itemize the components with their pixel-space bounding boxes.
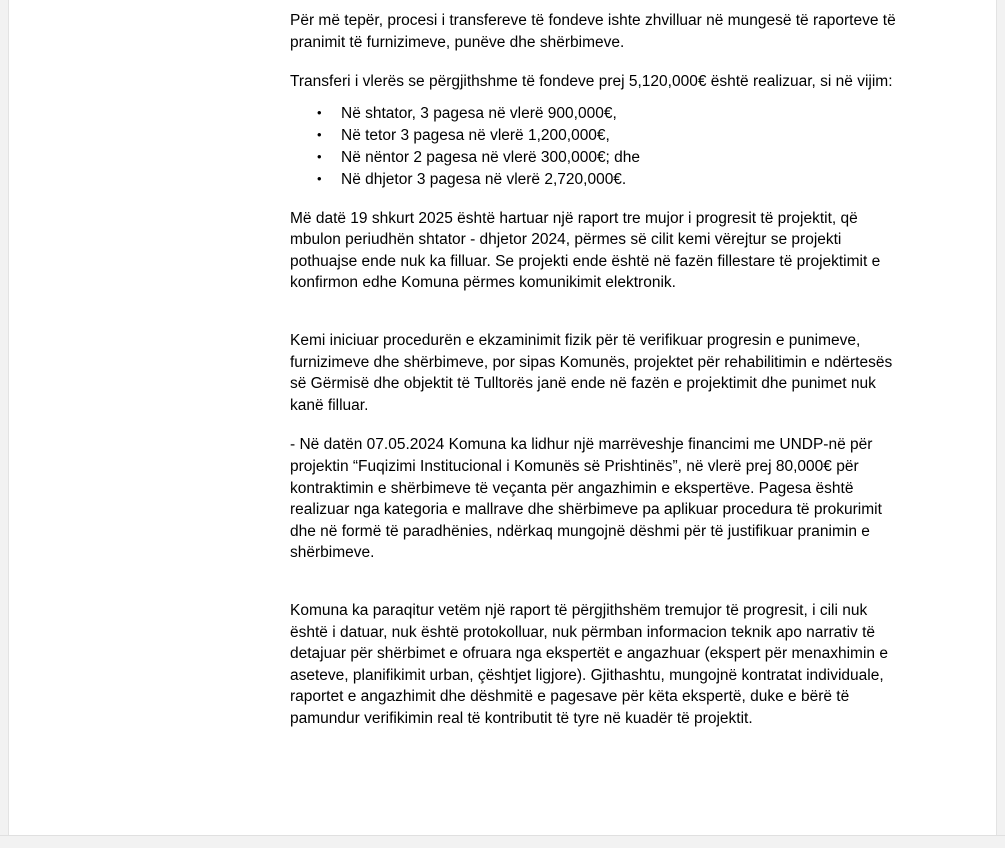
paragraph-1: Për më tepër, procesi i transfereve të fondeve ishte zhvilluar në mungesë të raporteve të pranimit të furnizimeve, punëve dhe shërbimeve. (290, 12, 896, 51)
list-item: • Në tetor 3 pagesa në vlerë 1,200,000€, (290, 125, 905, 147)
page-bottom-margin (0, 835, 1005, 848)
paragraph-5: - Në datën 07.05.2024 Komuna ka lidhur një marrëveshje financimi me UNDP-në për projektin “Fuqizimi Institucional i Komunës së Prishtinës”, në vlerë prej 80,000€ për kontraktimin e shërbimeve të veçanta për angazhimin e ekspertëve. Pagesa është realizuar nga kategoria e mallrave dhe shërbimeve pa aplikuar procedura të prokurimit dhe në formë të paradhënies, ndërkaq mungojnë dëshmi për të justifikuar pranimin e shërbimeve. (290, 436, 882, 562)
page-left-margin (0, 0, 9, 848)
paragraph-4: Kemi iniciuar procedurën e ekzaminimit fizik për të verifikuar progresin e punimeve, furnizimeve dhe shërbimeve, por sipas Komunës, projektet për rehabilitimin e ndërtesës së Gërmisë dhe objektit të Tulltorës janë ende në fazën e projektimit dhe punimet nuk kanë filluar. (290, 331, 893, 414)
list-item: • Në dhjetor 3 pagesa në vlerë 2,720,000€. (290, 169, 905, 191)
paragraph-6: Komuna ka paraqitur vetëm një raport të përgjithshëm tremujor të progresit, i cili nuk është i datuar, nuk është protokolluar, nuk përmban informacion teknik apo narrativ të detajuar për shërbimet e ofruara nga ekspertët e angazhuar (ekspert për menaxhimin e aseteve, planifikimit urban, çështjet ligjore). Gjithashtu, mungojnë kontratat individuale, raportet e angazhimit dhe dëshmitë e pagesave për këta ekspertë, duke e bërë të pamundur verifikimin real të kontributit të tyre në kuadër të projektit. (290, 601, 888, 727)
list-item: • Në nëntor 2 pagesa në vlerë 300,000€; dhe (290, 147, 905, 169)
paragraph-3: Më datë 19 shkurt 2025 është hartuar një raport tre mujor i progresit të projektit, që mbulon periudhën shtator - dhjetor 2024, përmes së cilit kemi vërejtur se projekti pothuajse ende nuk ka filluar. Se projekti ende është në fazën fillestare të projektimit e konfirmon edhe Komuna përmes komunikimit elektronik. (290, 209, 881, 292)
payment-breakdown-list (290, 103, 905, 192)
page-right-margin (996, 0, 1005, 848)
document-body (290, 10, 905, 747)
list-item: • Në shtator, 3 pagesa në vlerë 900,000€, (290, 103, 905, 125)
paragraph-2: Transferi i vlerës se përgjithshme të fondeve prej 5,120,000€ është realizuar, si në vijim: (290, 73, 893, 91)
